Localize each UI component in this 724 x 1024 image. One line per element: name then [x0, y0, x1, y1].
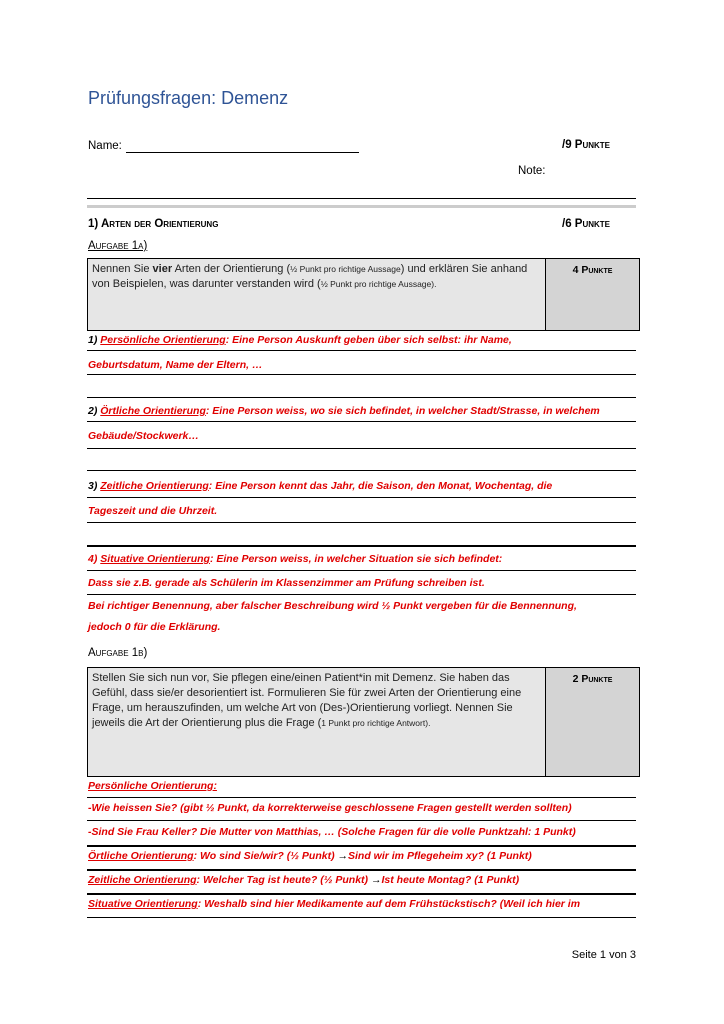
rule [87, 522, 636, 523]
task-box-1b [87, 667, 640, 777]
rule [87, 797, 636, 798]
divider [87, 198, 636, 199]
answer-2-line2: Gebäude/Stockwerk… [88, 430, 199, 442]
answer-4: 4) Situative Orientierung: Eine Person weiss, in welcher Situation sie sich befindet: [88, 553, 503, 565]
rule [87, 374, 636, 375]
task-box-1a [87, 258, 640, 331]
rule [87, 845, 636, 847]
answer-1b-ortlich: Örtliche Orientierung: Wo sind Sie/wir? (½ Punkt) →Sind wir im Pflegeheim xy? (1 Punkt) [88, 850, 532, 862]
name-line[interactable] [126, 152, 359, 153]
answer-3: 3) Zeitliche Orientierung: Eine Person kennt das Jahr, die Saison, den Monat, Wochentag, die [88, 480, 553, 492]
task-label-1a: Aufgabe 1a) [88, 240, 148, 252]
answer-4-line2: Dass sie z.B. gerade als Schülerin im Klassenzimmer am Prüfung schreiben ist. [88, 577, 485, 589]
answer-1b-line1: -Wie heissen Sie? (gibt ½ Punkt, da korrekterweise geschlossene Fragen gestellt werden sollten) [88, 802, 572, 814]
arrow-icon: → [337, 850, 349, 862]
answer-1b-line2: -Sind Sie Frau Keller? Die Mutter von Matthias, … (Solche Fragen für die volle Punktzahl: 1 Punkt) [88, 826, 576, 838]
answer-2: 2) Örtliche Orientierung: Eine Person weiss, wo sie sich befindet, in welcher Stadt/Strasse, in welchem [88, 405, 600, 417]
note-line2: jedoch 0 für die Erklärung. [88, 621, 221, 633]
section-points: /6 Punkte [562, 218, 611, 230]
rule [87, 350, 636, 351]
answer-1-line2: Geburtsdatum, Name der Eltern, … [88, 359, 263, 371]
section-heading: 1) Arten der Orientierung [88, 218, 219, 230]
rule [87, 397, 636, 398]
answer-1: 1) Persönliche Orientierung: Eine Person Auskunft geben über sich selbst: ihr Name, [88, 334, 512, 346]
rule [87, 917, 636, 918]
rule [87, 448, 636, 449]
page-title: Prüfungsfragen: Demenz [88, 88, 289, 108]
rule [87, 570, 636, 571]
rule [87, 421, 636, 422]
task-text-1a: Nennen Sie vier Arten der Orientierung (½ Punkt pro richtige Aussage) und erklären Sie anhand von Beispielen, was darunter verstanden wird (½ Punkt pro richtige Aussage). [92, 263, 528, 290]
rule [87, 545, 636, 547]
rule [87, 594, 636, 595]
rule [87, 869, 636, 871]
rule [87, 820, 636, 821]
task-points-1a: 4 Punkte [545, 259, 639, 330]
grade-label: Note: [518, 165, 546, 177]
answer-3-line2: Tageszeit und die Uhrzeit. [88, 505, 218, 517]
answer-1b-heading: Persönliche Orientierung: [88, 780, 217, 792]
note-line1: Bei richtiger Benennung, aber falscher Beschreibung wird ½ Punkt vergeben für die Bennennung, [88, 600, 577, 612]
name-label: Name: [88, 140, 122, 152]
task-label-1b: Aufgabe 1b) [88, 647, 148, 659]
arrow-icon: → [370, 874, 382, 886]
rule [87, 470, 636, 471]
task-points-1b: 2 Punkte [545, 668, 639, 776]
rule [87, 893, 636, 895]
answer-1b-zeitlich: Zeitliche Orientierung: Welcher Tag ist heute? (½ Punkt) →Ist heute Montag? (1 Punkt) [88, 874, 520, 886]
rule [87, 497, 636, 498]
divider-shadow [87, 205, 636, 208]
answer-1b-situativ: Situative Orientierung: Weshalb sind hier Medikamente auf dem Frühstückstisch? (Weil ich hier im [88, 898, 581, 910]
task-text-1b: Stellen Sie sich nun vor, Sie pflegen eine/einen Patient*in mit Demenz. Sie haben das Gefühl, dass sie/er desorientiert ist. Formulieren Sie für zwei Arten der Orientierung eine Frage, um herauszufinden, um welche Art von (Des-)Orientierung vorliegt. Nennen Sie jeweils die Art der Orientierung plus die Frage (1 Punkt pro richtige Antwort). [92, 672, 522, 729]
total-points: /9 Punkte [562, 139, 611, 151]
page-number: Seite 1 von 3 [571, 949, 636, 961]
